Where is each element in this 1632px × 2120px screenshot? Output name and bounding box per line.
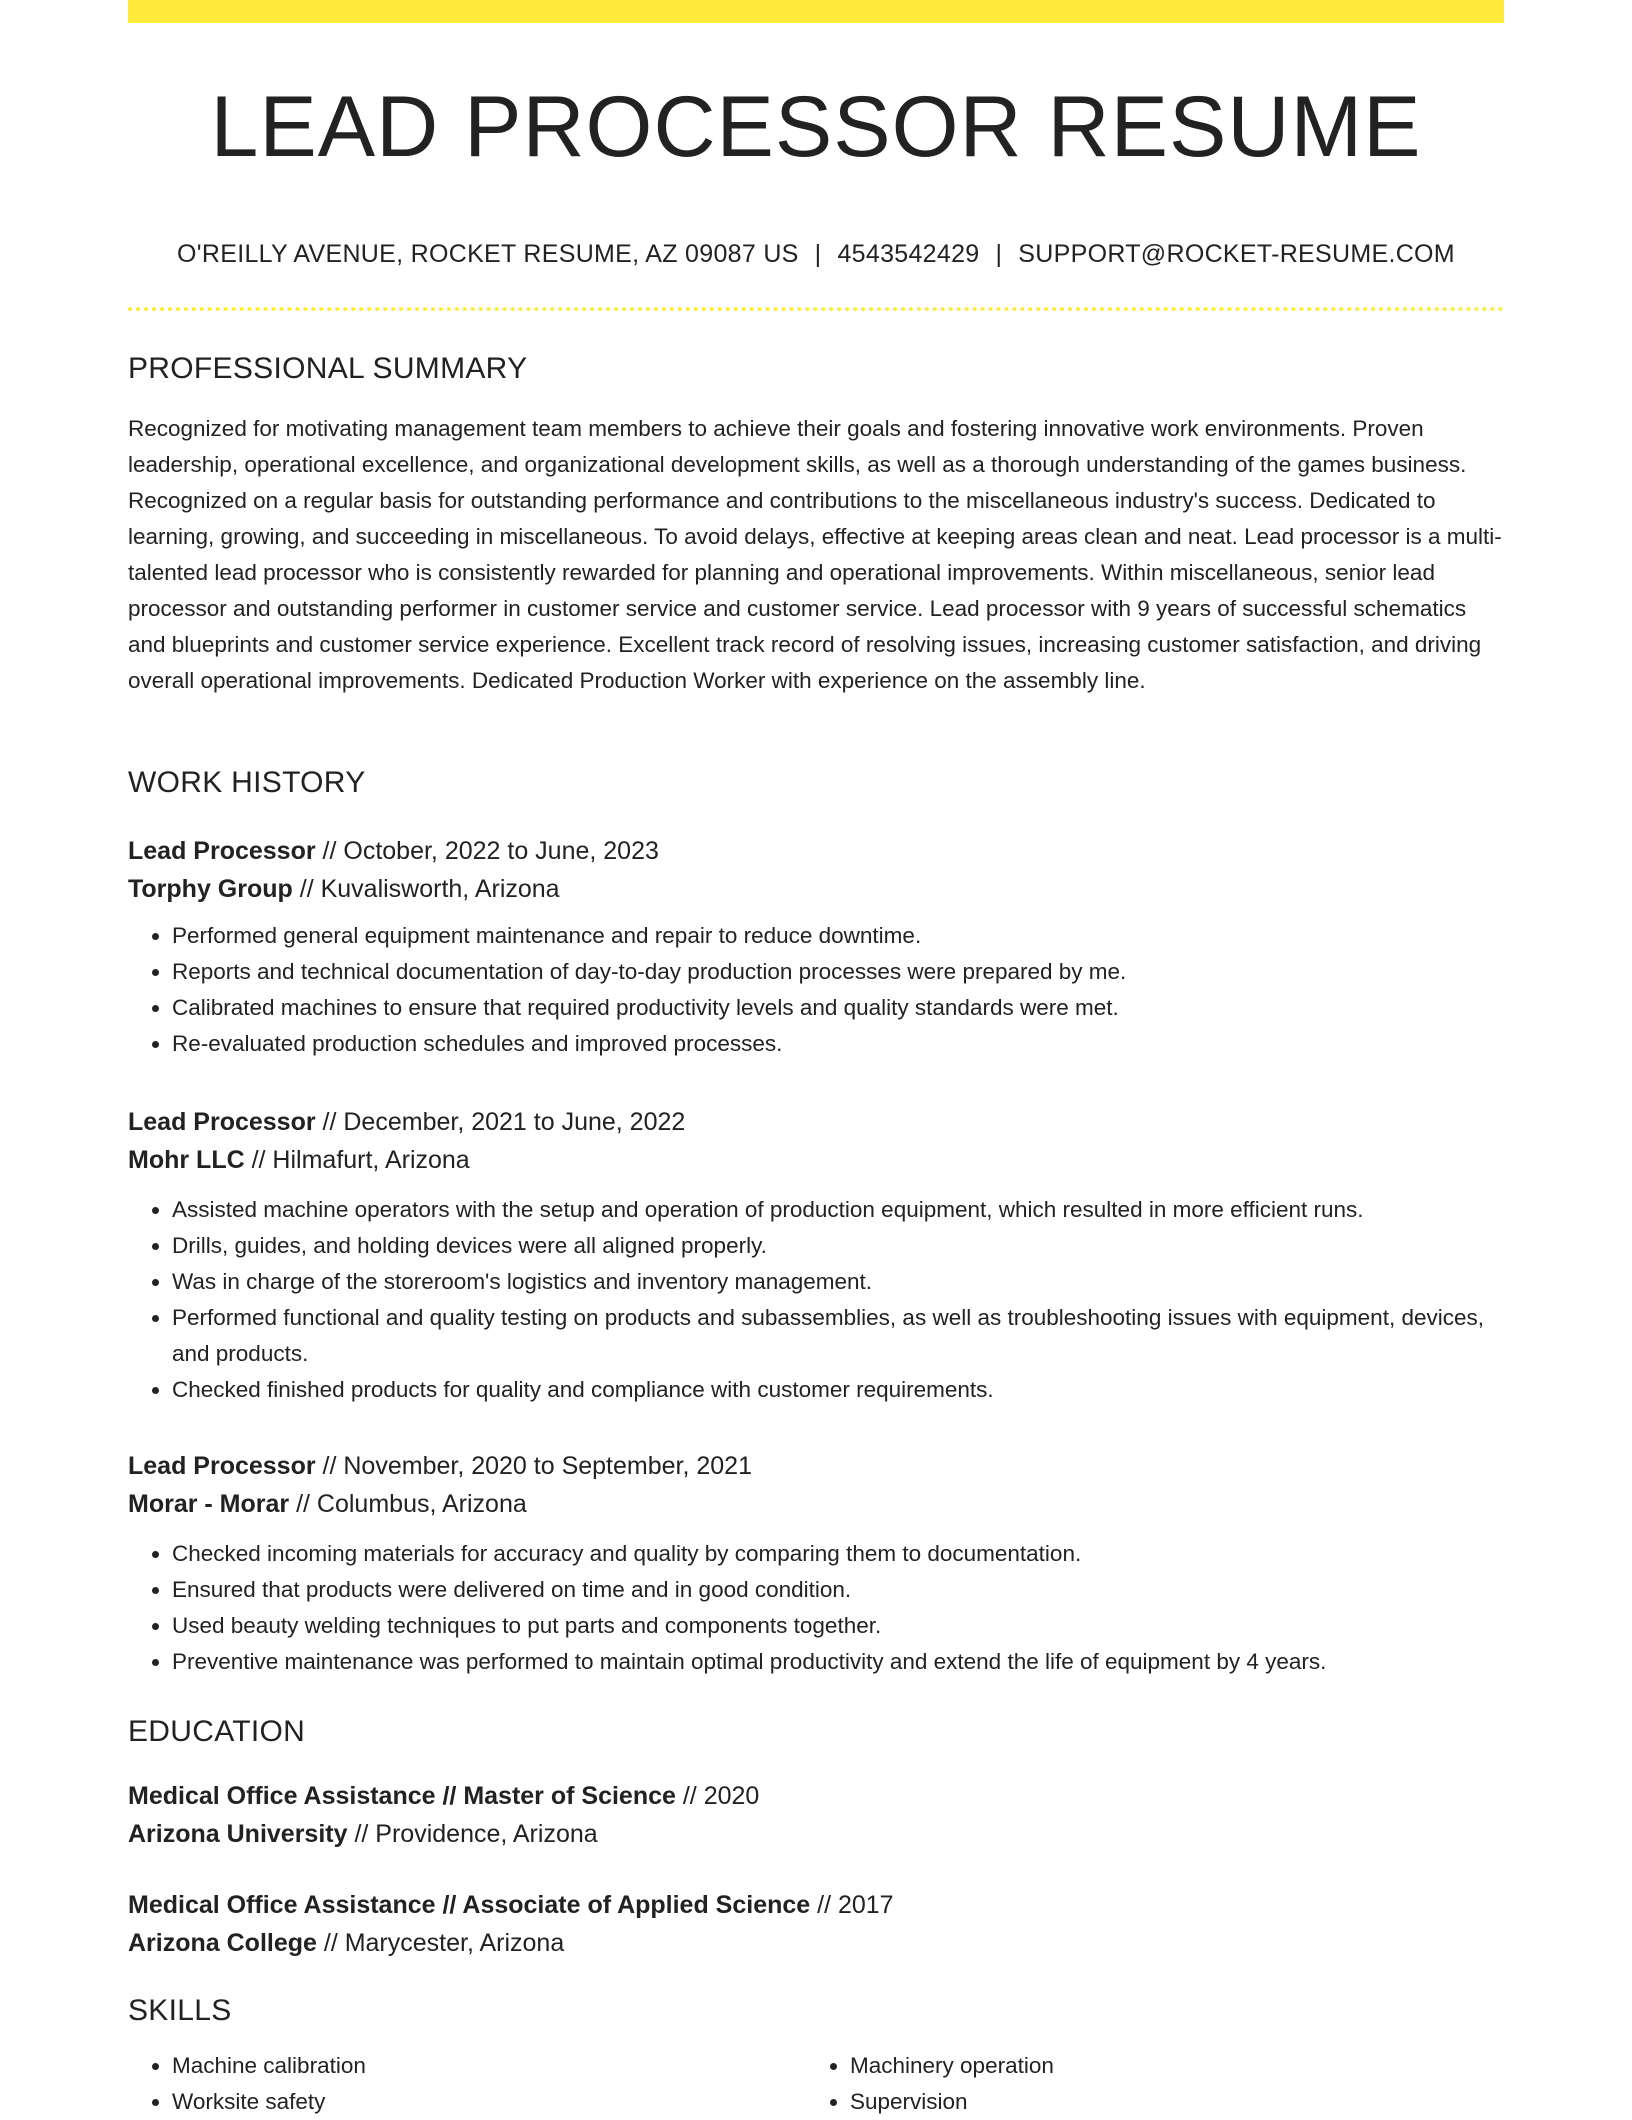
summary-text: Recognized for motivating management team members to achieve their goals and fostering innovative work environments. Proven leadership, operational excellence, and organizational development skills, as well as a thorough understanding of the games business. Recognized on a regular basis for outstanding performance and contributions to the miscellaneous industry's success. Dedicated to learning, growing, and succeeding in miscellaneous. To avoid delays, effective at keeping areas clean and neat. Lead processor is a multi-talented lead processor who is consistently rewarded for planning and operational improvements. Within miscellaneous, senior lead processor and outstanding performer in customer service and customer service. Lead processor with 9 years of successful schematics and blueprints and customer service experience. Excellent track record of resolving issues, increasing customer satisfaction, and driving overall operational improvements. Dedicated Production Worker with experience on the assembly line. — [128, 416, 1502, 693]
list-item: • Checked incoming materials for accuracy and quality by comparing them to documentation. — [172, 1536, 1504, 1572]
school-line — [128, 1924, 1504, 1962]
school-location: // Providence, Arizona — [347, 1820, 598, 1848]
education-section — [128, 1715, 1504, 1749]
job-title-line — [128, 1103, 1504, 1141]
contact-separator: | — [995, 240, 1003, 268]
list-item: • Machinery operation — [850, 2048, 1484, 2084]
skills-list — [806, 2048, 1484, 2120]
contact-separator: | — [814, 240, 822, 268]
contact-phone: 4543542429 — [837, 240, 980, 268]
skills-list — [128, 2048, 806, 2120]
education-heading: EDUCATION — [128, 1715, 306, 1748]
list-item: • Performed functional and quality testing on products and subassemblies, as well as troubleshooting issues with equipment, devices, and products. — [172, 1300, 1504, 1372]
job-bullets — [128, 1536, 1504, 1680]
list-item: • Reports and technical documentation of day-to-day production processes were prepared by me. — [172, 954, 1504, 990]
dotted-divider — [128, 307, 1504, 311]
school-line — [128, 1815, 1504, 1853]
job-title-line — [128, 1447, 1504, 1485]
job-dates: // December, 2021 to June, 2022 — [315, 1108, 686, 1136]
work-heading: WORK HISTORY — [128, 766, 366, 799]
list-item: • Assisted machine operators with the setup and operation of production equipment, which resulted in more efficient runs. — [172, 1192, 1504, 1228]
job-title: Lead Processor — [128, 837, 316, 865]
list-item: • Performed general equipment maintenance and repair to reduce downtime. — [172, 918, 1504, 954]
list-item: • Worksite safety — [172, 2084, 806, 2120]
job-dates: // October, 2022 to June, 2023 — [315, 837, 659, 865]
degree-name: Medical Office Assistance // Master of Science — [128, 1782, 676, 1810]
skills-heading: SKILLS — [128, 1994, 232, 2027]
job-bullets — [128, 918, 1504, 1062]
job-location: // Kuvalisworth, Arizona — [292, 875, 560, 903]
degree-year: // 2020 — [675, 1782, 760, 1810]
job-title: Lead Processor — [128, 1108, 316, 1136]
accent-bar — [128, 0, 1504, 23]
job-location: // Columbus, Arizona — [289, 1490, 527, 1518]
job-company-line — [128, 870, 1504, 908]
degree-name: Medical Office Assistance // Associate of Applied Science — [128, 1891, 811, 1919]
list-item: • Checked finished products for quality and compliance with customer requirements. — [172, 1372, 1504, 1408]
job-company-line — [128, 1485, 1504, 1523]
education-entry-2 — [128, 1886, 1504, 1962]
list-item: • Machine calibration — [172, 2048, 806, 2084]
list-item: • Used beauty welding techniques to put parts and components together. — [172, 1608, 1504, 1644]
job-1 — [128, 832, 1504, 1062]
job-2 — [128, 1103, 1504, 1408]
list-item: • Was in charge of the storeroom's logistics and inventory management. — [172, 1264, 1504, 1300]
list-item: • Re-evaluated production schedules and improved processes. — [172, 1026, 1504, 1062]
list-item: • Preventive maintenance was performed to maintain optimal productivity and extend the life of equipment by 4 years. — [172, 1644, 1504, 1680]
school-name: Arizona College — [128, 1929, 317, 1957]
degree-line — [128, 1886, 1504, 1924]
work-section — [128, 766, 1504, 800]
job-3 — [128, 1447, 1504, 1680]
job-title-line — [128, 832, 1504, 870]
summary-section — [128, 352, 1504, 699]
job-dates: // November, 2020 to September, 2021 — [315, 1452, 752, 1480]
contact-email: SUPPORT@ROCKET-RESUME.COM — [1018, 240, 1455, 268]
list-item: • Ensured that products were delivered on time and in good condition. — [172, 1572, 1504, 1608]
resume-title: LEAD PROCESSOR RESUME — [210, 79, 1422, 175]
degree-line — [128, 1777, 1504, 1815]
list-item: • Supervision — [850, 2084, 1484, 2120]
job-title: Lead Processor — [128, 1452, 316, 1480]
job-company: Torphy Group — [128, 875, 293, 903]
job-company: Mohr LLC — [128, 1146, 245, 1174]
skills-column-left — [128, 2048, 806, 2120]
job-company: Morar - Morar — [128, 1490, 290, 1518]
contact-address: O'REILLY AVENUE, ROCKET RESUME, AZ 09087 US — [177, 240, 799, 268]
contact-line — [128, 240, 1504, 269]
skills-section — [128, 1994, 1504, 2120]
list-item: • Calibrated machines to ensure that required productivity levels and quality standards were met. — [172, 990, 1504, 1026]
degree-year: // 2017 — [810, 1891, 894, 1919]
skills-column-right — [806, 2048, 1484, 2120]
job-bullets — [128, 1192, 1504, 1408]
summary-heading: PROFESSIONAL SUMMARY — [128, 352, 528, 385]
school-location: // Marycester, Arizona — [316, 1929, 565, 1957]
list-item: • Drills, guides, and holding devices were all aligned properly. — [172, 1228, 1504, 1264]
school-name: Arizona University — [128, 1820, 348, 1848]
education-entry-1 — [128, 1777, 1504, 1853]
job-location: // Hilmafurt, Arizona — [244, 1146, 470, 1174]
skills-columns — [128, 2048, 1504, 2120]
job-company-line — [128, 1141, 1504, 1179]
